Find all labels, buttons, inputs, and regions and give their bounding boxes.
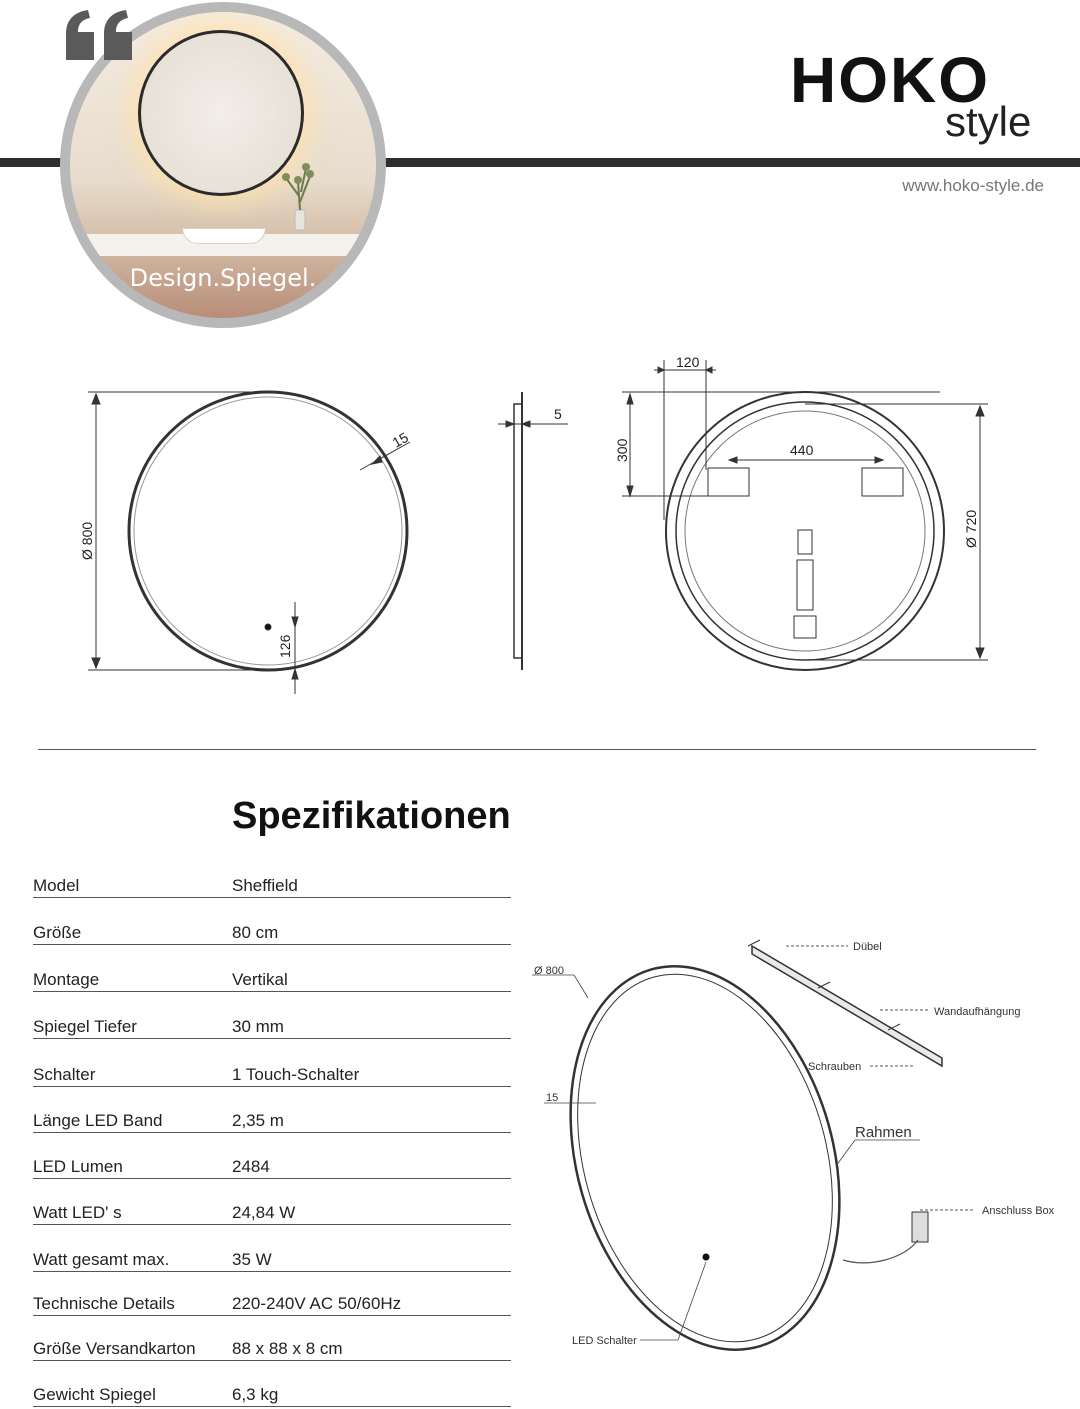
spec-label: Watt gesamt max.: [33, 1250, 170, 1269]
spec-label: LED Lumen: [33, 1157, 123, 1176]
spec-label: Schalter: [33, 1065, 96, 1084]
spec-value: 1 Touch-Schalter: [232, 1065, 360, 1084]
spec-label: Größe: [33, 923, 82, 942]
dim-diameter: Ø 800: [79, 521, 95, 560]
spec-label: Technische Details: [33, 1294, 175, 1313]
table-row: [33, 1288, 511, 1316]
dim-inner-diameter: Ø 720: [963, 509, 979, 548]
wall-mount-rail: [748, 940, 942, 1066]
asm-frame-label: Rahmen: [855, 1124, 912, 1141]
spec-label: Größe Versandkarton: [33, 1339, 196, 1358]
table-row: [33, 1379, 511, 1407]
spec-value: 80 cm: [232, 923, 279, 942]
badge-caption: Design.Spiegel.: [129, 264, 317, 292]
spec-value: 24,84 W: [232, 1203, 296, 1222]
spec-value: 30 mm: [232, 1017, 284, 1036]
dim-switch: 126: [277, 634, 293, 658]
table-row: [33, 1333, 511, 1361]
table-row: [33, 1151, 511, 1179]
spec-value: 35 W: [232, 1250, 272, 1269]
technical-drawing: [0, 340, 1080, 700]
asm-wall-mount: Wandaufhängung: [934, 1006, 1021, 1018]
table-row: [33, 964, 511, 992]
spec-value: 220-240V AC 50/60Hz: [232, 1294, 402, 1313]
spec-label: Länge LED Band: [33, 1111, 163, 1130]
spec-label: Model: [33, 876, 80, 895]
table-row: [33, 1197, 511, 1225]
wash-basin: [182, 228, 266, 244]
dim-depth: 5: [554, 406, 562, 422]
website-link[interactable]: www.hoko-style.de: [902, 176, 1044, 195]
dim-frame: 15: [389, 428, 411, 451]
table-row: [33, 1011, 511, 1039]
asm-dowel: Dübel: [853, 941, 882, 953]
table-row: [33, 870, 511, 898]
dim-hanger-height: 300: [614, 438, 630, 462]
spec-value: 6,3 kg: [232, 1385, 279, 1404]
dim-hanger-width: 120: [676, 354, 700, 370]
spec-label: Spiegel Tiefer: [33, 1017, 137, 1036]
spec-value: 2,35 m: [232, 1111, 284, 1130]
asm-diameter: Ø 800: [534, 965, 564, 977]
front-view: [88, 392, 410, 694]
brand-logo: HOKO: [790, 44, 990, 116]
asm-connection-box: Anschluss Box: [982, 1205, 1055, 1217]
section-divider: [38, 749, 1036, 750]
side-view: [498, 392, 568, 670]
spec-title: Spezifikationen: [232, 795, 511, 837]
table-row: [33, 1105, 511, 1133]
quote-icon: [64, 10, 138, 60]
plant-icon: [280, 162, 320, 232]
table-row: [33, 1244, 511, 1272]
asm-frame: 15: [546, 1092, 559, 1104]
connection-box-icon: [912, 1212, 928, 1242]
asm-led-switch: LED Schalter: [572, 1335, 637, 1347]
spec-value: 2484: [232, 1157, 270, 1176]
asm-screws: Schrauben: [808, 1061, 862, 1073]
touch-switch-icon: [703, 1254, 710, 1261]
table-row: [33, 917, 511, 945]
back-view: [622, 360, 988, 670]
spec-label: Watt LED' s: [33, 1203, 122, 1222]
brand-logo-sub: style: [945, 98, 1032, 145]
spec-label: Gewicht Spiegel: [33, 1385, 156, 1404]
spec-label: Montage: [33, 970, 100, 989]
spec-value: Vertikal: [232, 970, 288, 989]
dim-hanger-spacing: 440: [790, 442, 814, 458]
assembly-drawing: [520, 930, 1060, 1370]
spec-value: Sheffield: [232, 876, 298, 895]
spec-value: 88 x 88 x 8 cm: [232, 1339, 343, 1358]
table-row: [33, 1059, 511, 1087]
